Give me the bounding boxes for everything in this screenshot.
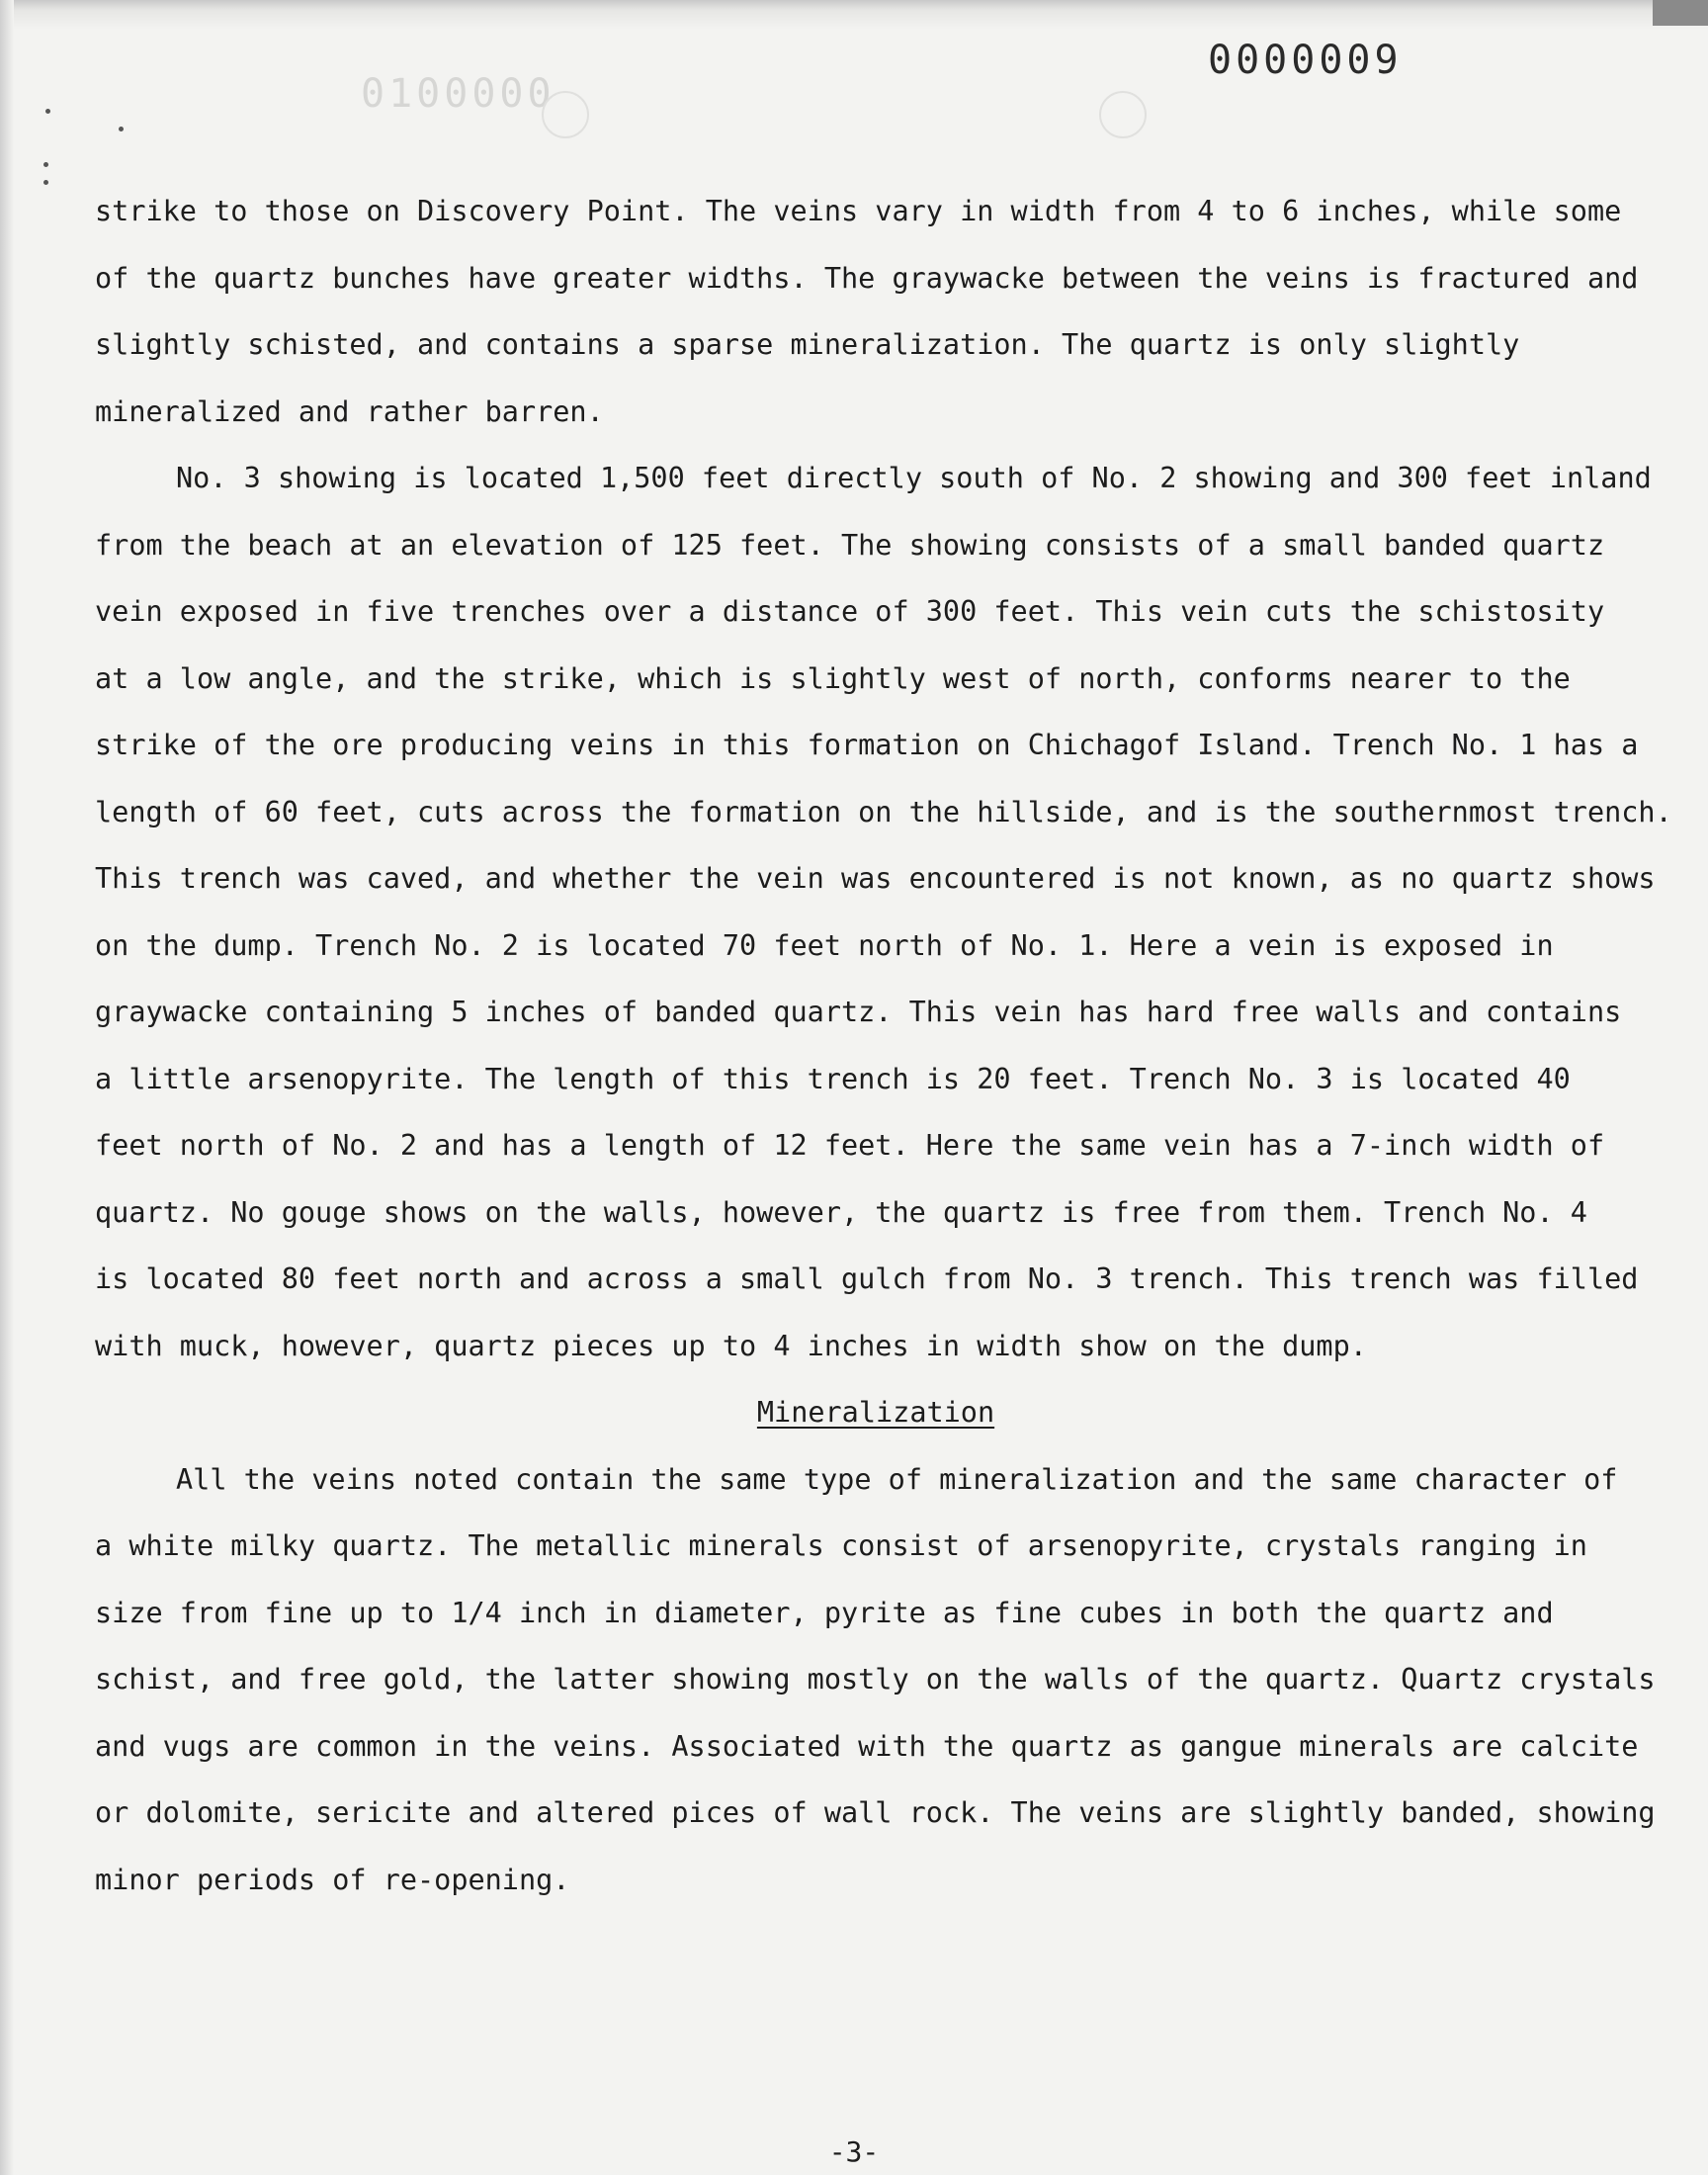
text-line: graywacke containing 5 inches of banded quartz. This vein has hard free walls and contains (95, 996, 1622, 1028)
margin-mark (45, 109, 50, 114)
text-line: slightly schisted, and contains a sparse mineralization. The quartz is only slightly (95, 328, 1520, 361)
text-line: vein exposed in five trenches over a distance of 300 feet. This vein cuts the schistosity (95, 595, 1605, 628)
section-paragraphs (95, 1446, 1657, 1914)
text-line: and vugs are common in the veins. Associated with the quartz as gangue minerals are calcite (95, 1729, 1639, 1763)
scan-edge-top (0, 0, 1708, 30)
body-paragraphs (95, 178, 1672, 1379)
text-line: with muck, however, quartz pieces up to 4 inches in width show on the dump. (95, 1329, 1367, 1362)
text-line: No. 3 showing is located 1,500 feet directly south of No. 2 showing and 300 feet inland (176, 462, 1652, 494)
text-line: a white milky quartz. The metallic minerals consist of arsenopyrite, crystals ranging in (95, 1529, 1587, 1562)
text-line: schist, and free gold, the latter showing mostly on the walls of the quartz. Quartz crystals (95, 1663, 1656, 1696)
text-line: at a low angle, and the strike, which is slightly west of north, conforms nearer to the (95, 661, 1571, 695)
text-line: mineralized and rather barren. (95, 394, 604, 428)
text-line: feet north of No. 2 and has a length of 12 feet. Here the same vein has a 7-inch width of (95, 1129, 1605, 1162)
text-line: minor periods of re-opening. (95, 1863, 570, 1896)
section-heading (95, 1379, 1657, 1446)
text-line: strike to those on Discovery Point. The veins vary in width from 4 to 6 inches, while some (95, 195, 1622, 227)
text-line: is located 80 feet north and across a small gulch from No. 3 trench. This trench was filled (95, 1262, 1639, 1295)
text-line: This trench was caved, and whether the vein was encountered is not known, as no quartz shows (95, 862, 1656, 895)
text-line: on the dump. Trench No. 2 is located 70 feet north of No. 1. Here a vein is exposed in (95, 928, 1554, 962)
margin-mark (43, 162, 48, 167)
text-line: size from fine up to 1/4 inch in diameter, pyrite as fine cubes in both the quartz and (95, 1596, 1554, 1629)
text-line: or dolomite, sericite and altered pices of wall rock. The veins are slightly banded, showing (95, 1796, 1656, 1829)
section-heading-label: Mineralization (756, 1396, 995, 1429)
text-line: quartz. No gouge shows on the walls, however, the quartz is free from them. Trench No. 4 (95, 1195, 1587, 1229)
margin-mark (43, 180, 48, 185)
text-line: strike of the ore producing veins in this formation on Chichagof Island. Trench No. 1 has a (95, 729, 1639, 761)
text-line: from the beach at an elevation of 125 feet. The showing consists of a small banded quartz (95, 528, 1605, 562)
bleed-through-circle (1099, 91, 1147, 138)
text-line: length of 60 feet, cuts across the formation on the hillside, and is the southernmost trench. (95, 795, 1672, 828)
text-line: of the quartz bunches have greater widths. The graywacke between the veins is fractured and (95, 261, 1639, 295)
page-number: -3- (828, 2135, 880, 2168)
margin-mark (119, 127, 124, 131)
bleed-through-number: 0100000 (361, 71, 555, 117)
scan-edge-left (0, 0, 14, 2175)
text-line: a little arsenopyrite. The length of this trench is 20 feet. Trench No. 3 is located 40 (95, 1062, 1571, 1095)
body-text (95, 178, 1672, 1913)
bleed-through-circle (542, 91, 589, 138)
document-number: 0000009 (1208, 38, 1403, 83)
scan-corner-mark (1653, 0, 1708, 26)
text-line: All the veins noted contain the same type of mineralization and the same character of (176, 1462, 1618, 1496)
